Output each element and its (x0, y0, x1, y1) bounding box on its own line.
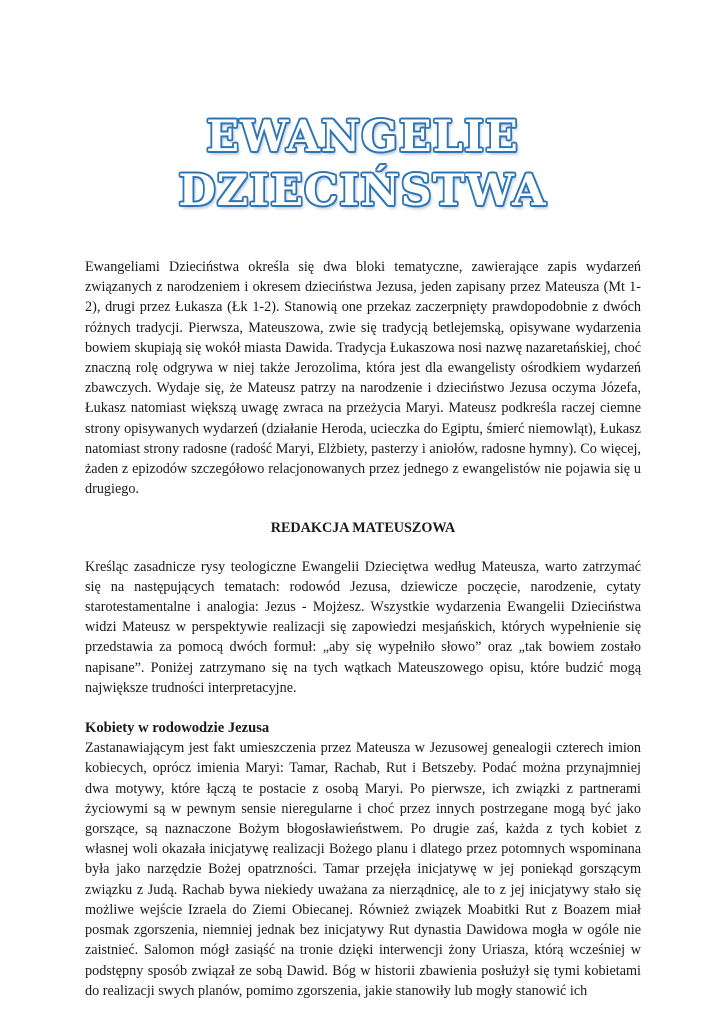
document-title (0, 110, 725, 218)
title-line-2: DZIECIŃSTWA (178, 166, 547, 216)
document-body (85, 257, 641, 1001)
intro-paragraph: Ewangeliami Dzieciństwa określa się dwa bloki tematyczne, zawierające zapis wydarzeń związanych z narodzeniem i okresem dzieciństwa Jezusa, jeden zapisany przez Mateusza (Mt 1-2), drugi przez Łukasza (Łk 1-2). Stanowią one przekaz zaczerpnięty prawdopodobnie z dwóch różnych tradycji. Pierwsza, Mateuszowa, zwie się tradycją betlejemską, opisywane wydarzenia bowiem skupiają się wokół miasta Dawida. Tradycja Łukaszowa nosi nazwę nazaretańskiej, choć znaczną rolę odgrywa w niej także Jerozolima, która jest dla ewangelisty ośrodkiem wydarzeń zbawczych. Wydaje się, że Mateusz patrzy na narodzenie i dzieciństwo Jezusa oczyma Józefa, Łukasz natomiast większą uwagę zwraca na przeżycia Maryi. Mateusz podkreśla raczej ciemne strony opisywanych wydarzeń (działanie Heroda, ucieczka do Egiptu, śmierć niemowląt), Łukasz natomiast strony radosne (radość Maryi, Elżbiety, pasterzy i aniołów, radosne hymny). Co więcej, żaden z epizodów szczegółowo relacjonowanych przez jednego z ewangelistów nie pojawia się u drugiego. (85, 259, 641, 498)
subsection-heading: Kobiety w rodowodzie Jezusa (85, 720, 270, 737)
subsection-paragraph: Zastanawiającym jest fakt umieszczenia przez Mateusza w Jezusowej genealogii czterech imion kobiecych, oprócz imienia Maryi: Tamar, Rachab, Rut i Betszeby. Podać można przynajmniej dwa motywy, które łączą te postacie z osobą Maryi. Po pierwsze, ich związki z partnerami życiowymi są w pewnym sensie nieregularne i choć przez innych postrzegane mogą być jako gorszące, są naznaczone Bożym błogosławieństwem. Po drugie zaś, każda z tych kobiet z własnej woli okazała inicjatywę realizacji Bożego planu i dlatego przez potomnych wspominana była jako narzędzie Bożej opatrzności. Tamar przejęła inicjatywę w jej poniekąd gorszącym związku z Judą. Rachab bywa niekiedy uważana za nierządnicę, ale to z jej inicjatywy stało się możliwe wejście Izraela do Ziemi Obiecanej. Również związek Moabitki Rut z Boazem miał posmak zgorszenia, niemniej jednak bez inicjatywy Rut dynastia Dawidowa mogła w ogóle nie zaistnieć. Salomon mógł zasiąść na tronie dzięki interwencji żony Uriasza, którą wcześniej w podstępny sposób związał ze sobą Dawid. Bóg w historii zbawienia posłużył się tymi kobietami do realizacji swych planów, pomimo zgorszenia, jakie stanowiły lub mogły stanowić ich (85, 740, 641, 999)
title-line-1: EWANGELIE (206, 112, 519, 162)
section-heading: REDAKCJA MATEUSZOWA (270, 520, 456, 537)
section-paragraph: Kreśląc zasadnicze rysy teologiczne Ewangelii Dzieciętwa według Mateusza, warto zatrzymać się na następujących tematach: rodowód Jezusa, dziewicze poczęcie, narodzenie, cytaty starotestamentalne i analogia: Jezus - Mojżesz. Wszystkie wydarzenia Ewangelii Dzieciństwa widzi Mateusz w perspektywie realizacji się zapowiedzi mesjańskich, których wypełnienie się przedstawia za pomocą dwóch formuł: „aby się wypełniło słowo” oraz „tak bowiem zostało napisane”. Poniżej zatrzymano się na tych wątkach Mateuszowego opisu, które budzić mogą największe trudności interpretacyjne. (85, 558, 641, 696)
